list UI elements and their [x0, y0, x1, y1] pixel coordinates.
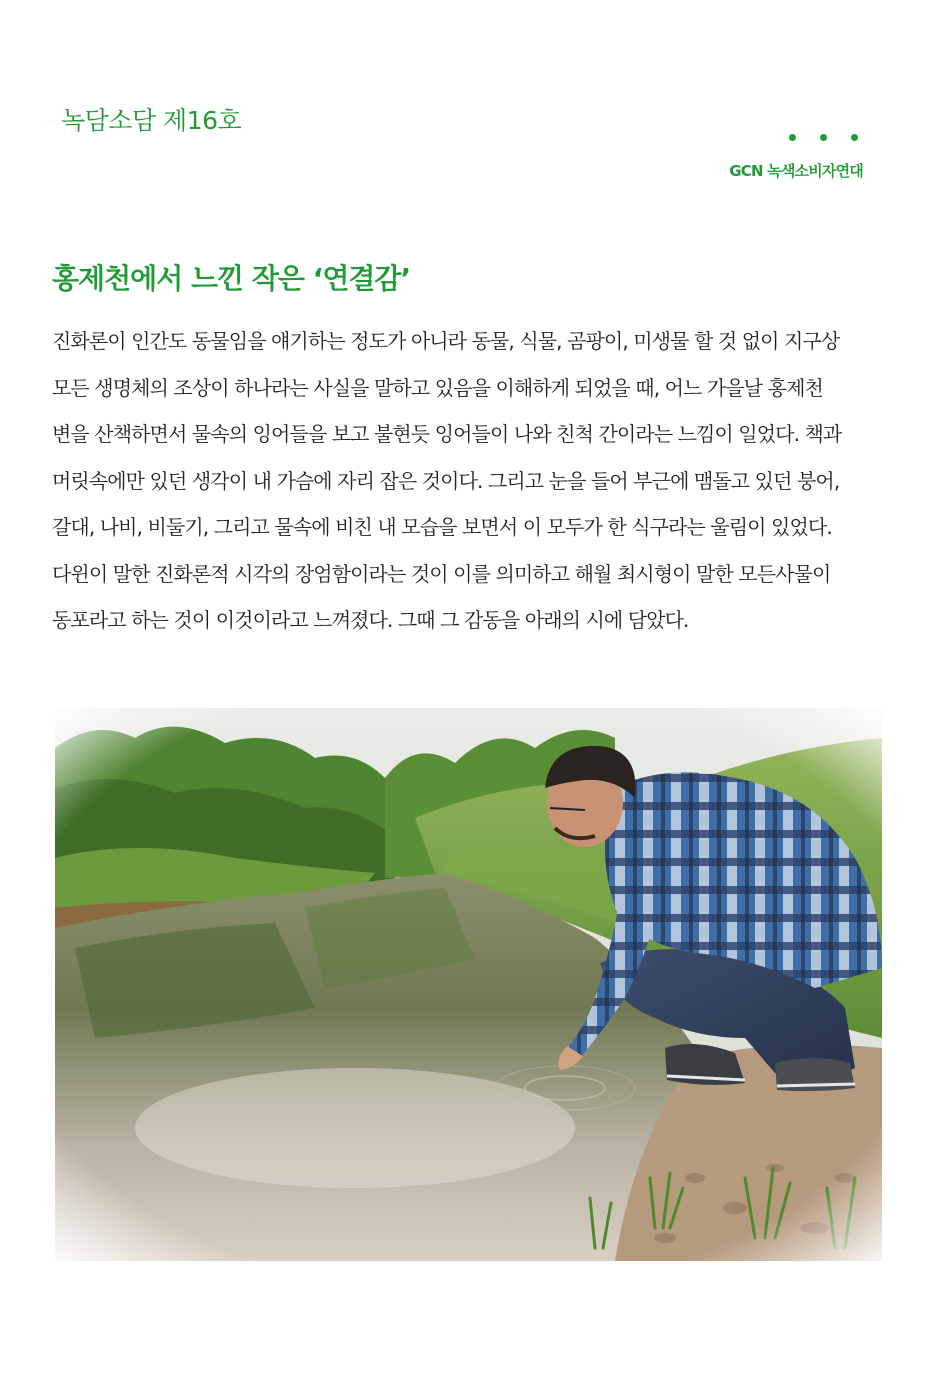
- body-line: 동포라고 하는 것이 이것이라고 느껴졌다. 그때 그 감동을 아래의 시에 담았다.: [52, 608, 689, 632]
- decorative-dots: [789, 134, 869, 144]
- article-title: 홍제천에서 느낀 작은 ‘연결감’: [52, 262, 411, 295]
- org-name: GCN 녹색소비자연대: [729, 162, 863, 180]
- body-line: 머릿속에만 있던 생각이 내 가슴에 자리 잡은 것이다. 그리고 눈을 들어 부근에 맴돌고 있던 붕어,: [52, 468, 840, 493]
- body-line: 갈대, 나비, 비둘기, 그리고 물속에 비친 내 모습을 보면서 이 모두가 한 식구라는 울림이 있었다.: [52, 515, 832, 539]
- body-line: 변을 산책하면서 물속의 잉어들을 보고 불현듯 잉어들이 나와 친척 간이라는 느낌이 일었다. 책과: [52, 422, 842, 446]
- dot-icon: [789, 134, 796, 141]
- body-line: 진화론이 인간도 동물임을 얘기하는 정도가 아니라 동물, 식물, 곰팡이, 미생물 할 것 없이 지구상: [52, 329, 840, 353]
- stream-photo: [55, 708, 882, 1261]
- dot-icon: [851, 134, 858, 141]
- article-body: [52, 322, 892, 648]
- dot-icon: [820, 134, 827, 141]
- body-line: 다윈이 말한 진화론적 시각의 장엄함이라는 것이 이를 의미하고 해월 최시형이 말한 모든사물이: [52, 561, 831, 586]
- body-line: 모든 생명체의 조상이 하나라는 사실을 말하고 있음을 이해하게 되었을 때, 어느 가을날 홍제천: [52, 375, 823, 400]
- stream-photo-icon: [55, 708, 882, 1261]
- issue-label: 녹담소담 제16호: [61, 106, 242, 135]
